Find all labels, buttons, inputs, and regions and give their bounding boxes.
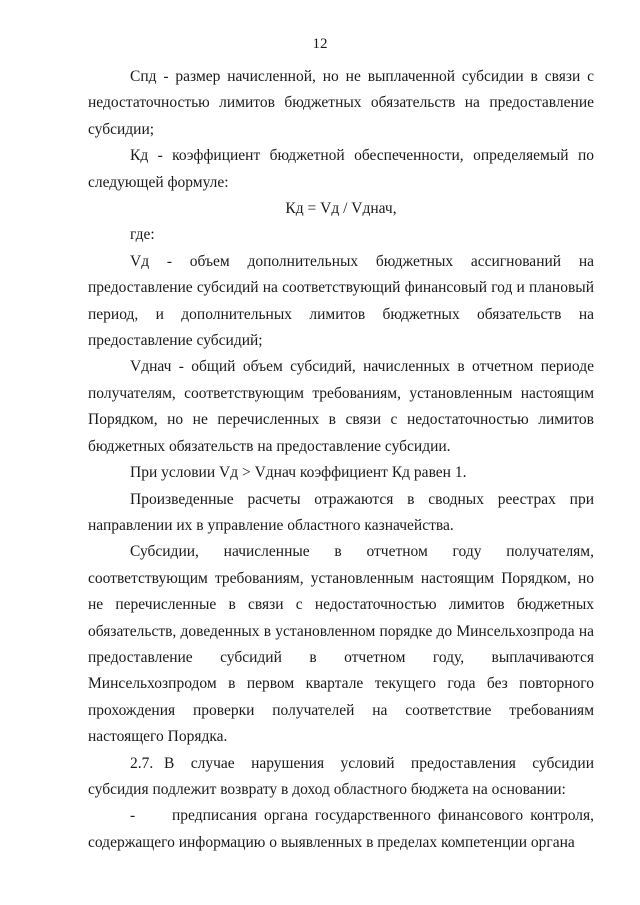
list-item-prescription	[88, 803, 594, 856]
paragraph-subsidies-payment: Субсидии, начисленные в отчетном году получателям, соответствующим требованиям, установленным настоящим Порядком, но не перечисленные в связи с недостаточностью лимитов бюджетных обязательств, доведенных в установленном порядке до Минсельхозпрода на предоставление субсидий в отчетном году, выплачиваются Минсельхозпродом в первом квартале текущего года без повторного прохождения проверки получателей на соответствие требованиям настоящего Порядка.	[88, 543, 594, 746]
formula-kd: Кд = Vд / Vднач,	[285, 200, 397, 218]
paragraph-vdnach-definition: Vднач - общий объем субсидий, начисленных в отчетном периоде получателям, соответствующим требованиям, установленным настоящим Порядком, но не перечисленных в связи с недостаточностью лимитов бюджетных обязательств на предоставление субсидии.	[88, 358, 594, 455]
paragraph-vd-definition: Vд - объем дополнительных бюджетных ассигнований на предоставление субсидий на соответствующий финансовый год и плановый период, и дополнительных лимитов бюджетных обязательств на предоставление субсидий;	[88, 252, 594, 350]
paragraph-kd-definition: Кд - коэффициент бюджетной обеспеченности, определяемый по следующей формуле:	[88, 147, 594, 191]
paragraph-spd-definition: Спд - размер начисленной, но не выплаченной субсидии в связи с недостаточностью лимитов бюджетных обязательств на предоставление субсидии;	[88, 68, 594, 138]
list-marker: -	[130, 807, 136, 825]
paragraph-section-2-7	[88, 751, 594, 804]
paragraph-where: где:	[130, 226, 155, 244]
paragraph-condition: При условии Vд > Vднач коэффициент Кд равен 1.	[130, 464, 467, 482]
page-number: 12	[312, 36, 328, 52]
document-body	[88, 64, 594, 856]
list-item-text: предписания органа государственного финансового контроля, содержащего информацию о выявленных в пределах компетенции органа	[88, 807, 594, 851]
paragraph-calculations: Произведенные расчеты отражаются в сводных реестрах при направлении их в управление областного казначейства.	[88, 490, 594, 534]
section-number: 2.7.	[130, 754, 154, 772]
section-2-7-text: В случае нарушения условий предоставления субсидии субсидия подлежит возврату в доход областного бюджета на основании:	[88, 754, 594, 798]
